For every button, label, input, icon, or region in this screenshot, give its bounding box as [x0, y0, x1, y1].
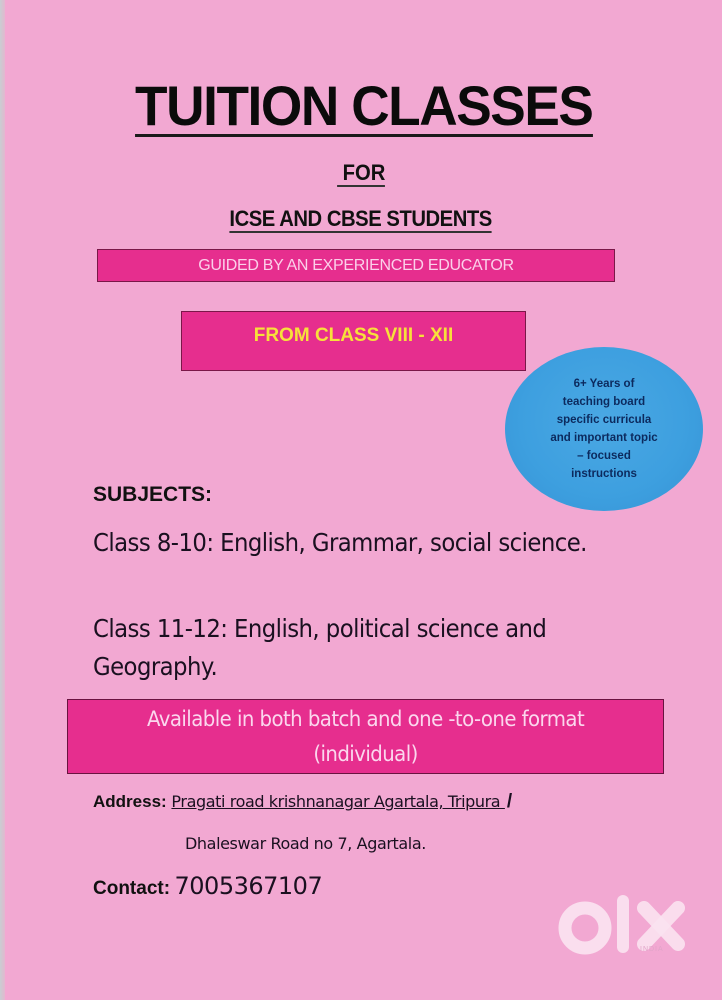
for-heading: [0, 161, 722, 187]
format-banner: [67, 699, 664, 774]
olx-logo-icon: [557, 892, 697, 962]
format-line-1: Available in both batch and one -to-one format: [146, 706, 585, 731]
guided-banner-text: GUIDED BY AN EXPERIENCED EDUCATOR: [198, 256, 514, 274]
address-label: Address:: [93, 792, 167, 811]
address-secondary: Dhaleswar Road no 7, Agartala.: [185, 834, 426, 853]
experience-badge: [505, 347, 703, 511]
subject-item-class-8-10: Class 8-10: English, Grammar, social science.: [93, 528, 587, 557]
address-separator: /: [506, 791, 513, 812]
contact-phone: 7005367107: [174, 872, 323, 900]
for-heading-text: FOR: [337, 161, 385, 187]
badge-line: and important topic: [550, 432, 658, 444]
olx-caption: INDIA: [640, 946, 664, 953]
poster-title: [0, 74, 722, 137]
contact-line: [93, 872, 322, 900]
guided-banner: [97, 249, 615, 282]
badge-line: – focused: [577, 450, 631, 462]
badge-line: teaching board: [562, 396, 646, 408]
badge-line: 6+ Years of: [573, 378, 635, 390]
format-line-2: (individual): [313, 741, 418, 766]
boards-heading-text: ICSE AND CBSE STUDENTS: [229, 206, 493, 231]
experience-badge-text: [529, 375, 679, 483]
page-left-edge: [0, 0, 5, 1000]
badge-line: specific curricula: [556, 414, 652, 426]
subject-item-class-11-12: Class 11-12: English, political science and Geography.: [93, 614, 547, 681]
class-range-banner: [181, 311, 526, 371]
subjects-heading: SUBJECTS:: [93, 483, 213, 506]
address-line: [93, 791, 512, 813]
badge-line: instructions: [571, 468, 637, 480]
boards-heading: [0, 206, 722, 233]
address-primary: Pragati road krishnanagar Agartala, Tripura: [171, 792, 505, 811]
poster-title-text: TUITION CLASSES: [135, 74, 593, 137]
contact-label: Contact:: [93, 878, 171, 899]
class-range-text: FROM CLASS VIII - XII: [253, 325, 454, 346]
